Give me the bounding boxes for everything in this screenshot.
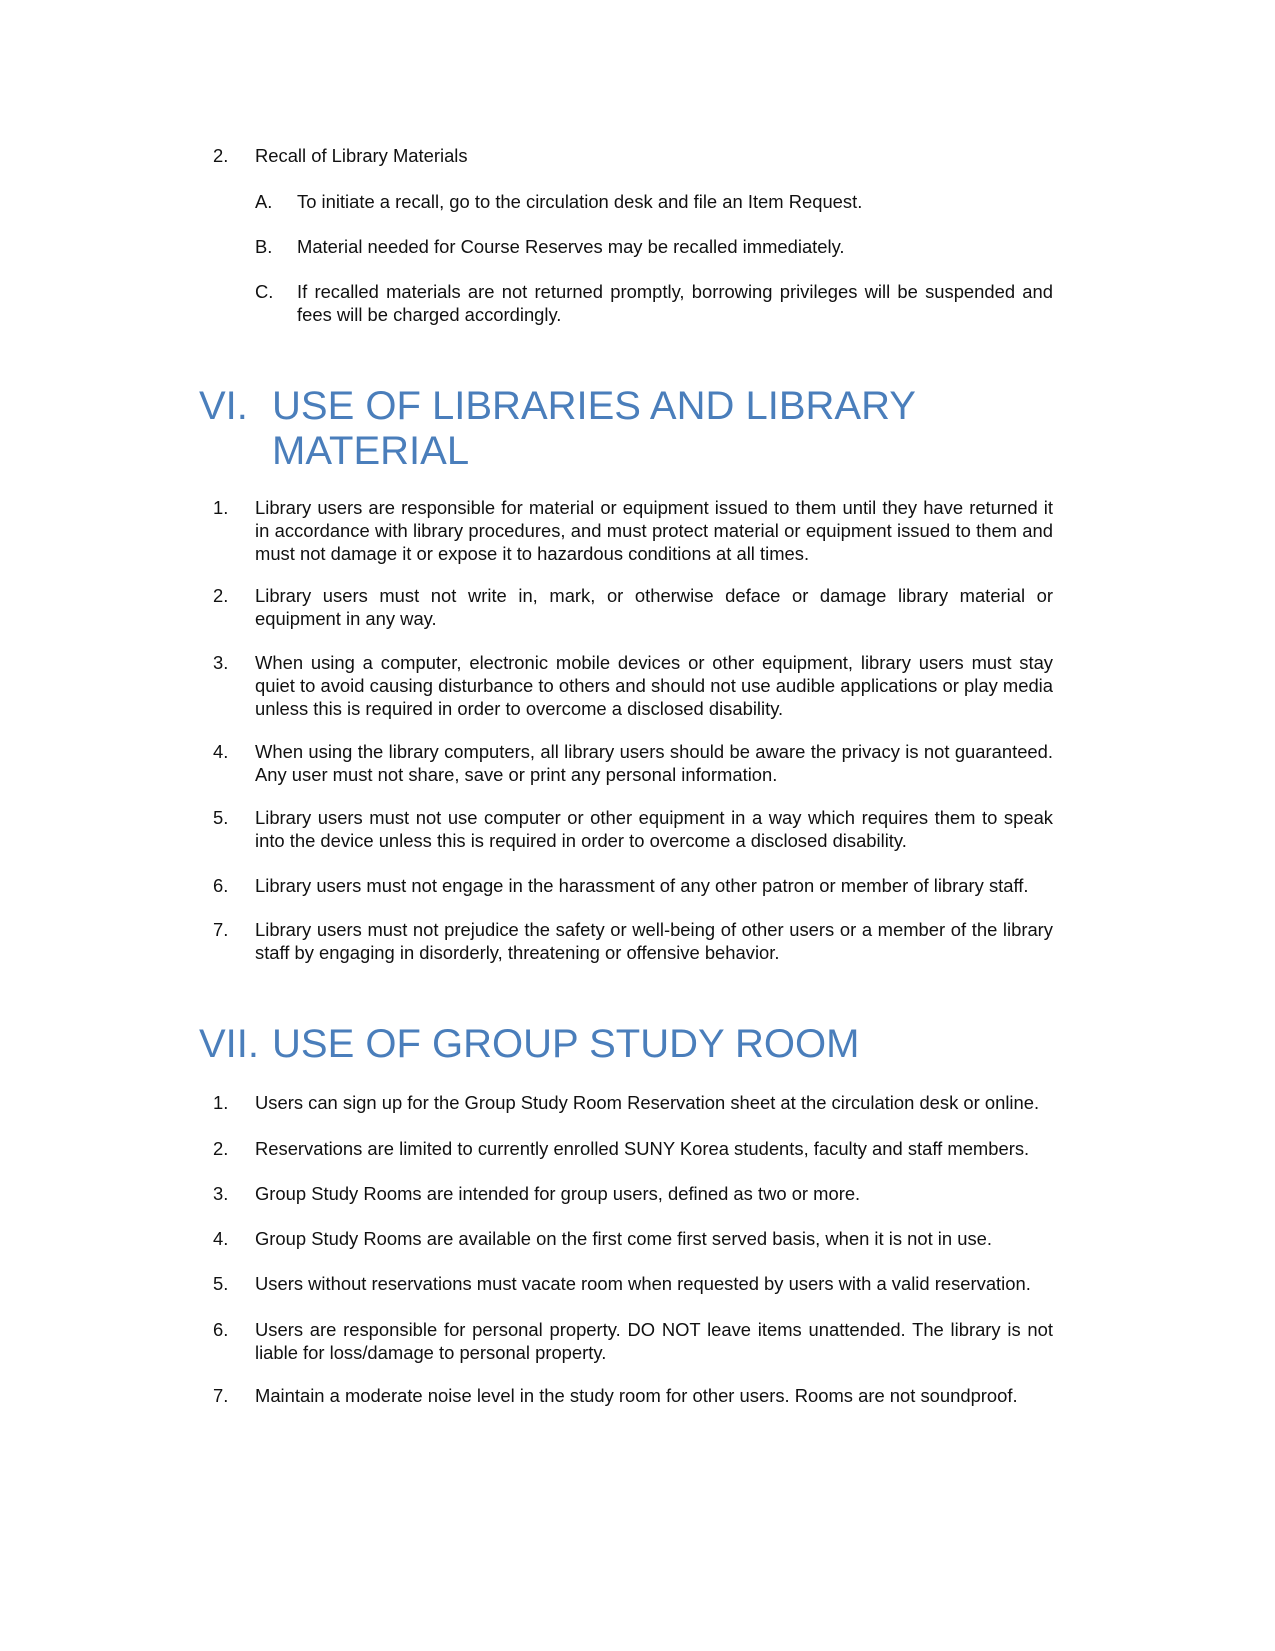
list-item-number: 5.	[213, 1273, 229, 1294]
section-6-item-4	[213, 740, 1053, 786]
list-item-text: Library users are responsible for material or equipment issued to them until they have returned it in accordance with library procedures, and must protect material or equipment issued to them and must not damage it or expose it to hazardous conditions at all times.	[255, 497, 1053, 564]
list-item-number: 3.	[213, 1183, 229, 1204]
list-item-text: Group Study Rooms are intended for group users, defined as two or more.	[255, 1183, 861, 1204]
section-6-item-3	[213, 651, 1053, 720]
list-item-number: 5.	[213, 807, 229, 828]
recall-heading-item	[213, 144, 1053, 167]
list-item-number: 6.	[213, 875, 229, 896]
recall-item-letter: A.	[255, 191, 273, 212]
recall-item-text: To initiate a recall, go to the circulation desk and file an Item Request.	[297, 191, 863, 212]
section-7-item-1	[213, 1091, 1053, 1114]
recall-title: Recall of Library Materials	[255, 145, 468, 166]
section-7-title: USE OF GROUP STUDY ROOM	[272, 1022, 860, 1066]
recall-item-b	[255, 235, 1053, 258]
list-item-number: 7.	[213, 1385, 229, 1406]
list-item-text: Users are responsible for personal property. DO NOT leave items unattended. The library is not liable for loss/damage to personal property.	[255, 1319, 1053, 1363]
section-7-heading	[199, 1022, 979, 1067]
section-6-item-5	[213, 806, 1053, 852]
recall-item-text: Material needed for Course Reserves may be recalled immediately.	[297, 236, 845, 257]
section-6-item-2	[213, 584, 1053, 630]
section-7-item-2	[213, 1137, 1053, 1160]
list-item-text: Library users must not use computer or other equipment in a way which requires them to speak into the device unless this is required in order to overcome a disclosed disability.	[255, 807, 1053, 851]
list-item-number: 1.	[213, 497, 229, 518]
list-item-text: Library users must not engage in the harassment of any other patron or member of library staff.	[255, 875, 1029, 896]
list-item-text: When using the library computers, all library users should be aware the privacy is not guaranteed. Any user must not share, save or print any personal information.	[255, 741, 1053, 785]
recall-item-text: If recalled materials are not returned promptly, borrowing privileges will be suspended and fees will be charged accordingly.	[297, 281, 1053, 325]
list-item-text: When using a computer, electronic mobile devices or other equipment, library users must stay quiet to avoid causing disturbance to others and should not use audible applications or play media unless this is required in order to overcome a disclosed disability.	[255, 652, 1053, 719]
list-item-number: 1.	[213, 1092, 229, 1113]
list-item-number: 2.	[213, 1138, 229, 1159]
recall-item-letter: C.	[255, 281, 274, 302]
section-6-number: VI.	[199, 384, 248, 428]
list-item-text: Maintain a moderate noise level in the study room for other users. Rooms are not soundproof.	[255, 1385, 1018, 1406]
list-item-text: Library users must not write in, mark, or otherwise deface or damage library material or equipment in any way.	[255, 585, 1053, 629]
section-6-item-1	[213, 496, 1053, 565]
recall-number: 2.	[213, 145, 229, 166]
list-item-text: Users without reservations must vacate room when requested by users with a valid reservation.	[255, 1273, 1031, 1294]
section-7-number: VII.	[199, 1022, 260, 1066]
list-item-number: 3.	[213, 652, 229, 673]
list-item-text: Reservations are limited to currently enrolled SUNY Korea students, faculty and staff members.	[255, 1138, 1030, 1159]
section-7-item-3	[213, 1182, 1053, 1205]
section-6-heading	[199, 384, 979, 474]
list-item-text: Users can sign up for the Group Study Room Reservation sheet at the circulation desk or online.	[255, 1092, 1040, 1113]
recall-item-letter: B.	[255, 236, 273, 257]
list-item-number: 4.	[213, 1228, 229, 1249]
list-item-text: Library users must not prejudice the safety or well-being of other users or a member of the library staff by engaging in disorderly, threatening or offensive behavior.	[255, 919, 1053, 963]
recall-item-c	[255, 280, 1053, 326]
list-item-number: 4.	[213, 741, 229, 762]
section-6-item-6	[213, 874, 1053, 897]
section-7-item-6	[213, 1318, 1053, 1364]
section-6-item-7	[213, 918, 1053, 964]
list-item-number: 6.	[213, 1319, 229, 1340]
section-7-item-5	[213, 1272, 1053, 1295]
list-item-number: 7.	[213, 919, 229, 940]
section-7-item-4	[213, 1227, 1053, 1250]
section-6-title: USE OF LIBRARIES AND LIBRARY MATERIAL	[272, 384, 916, 473]
section-7-item-7	[213, 1384, 1053, 1407]
list-item-text: Group Study Rooms are available on the first come first served basis, when it is not in use.	[255, 1228, 992, 1249]
list-item-number: 2.	[213, 585, 229, 606]
recall-item-a	[255, 190, 1053, 213]
